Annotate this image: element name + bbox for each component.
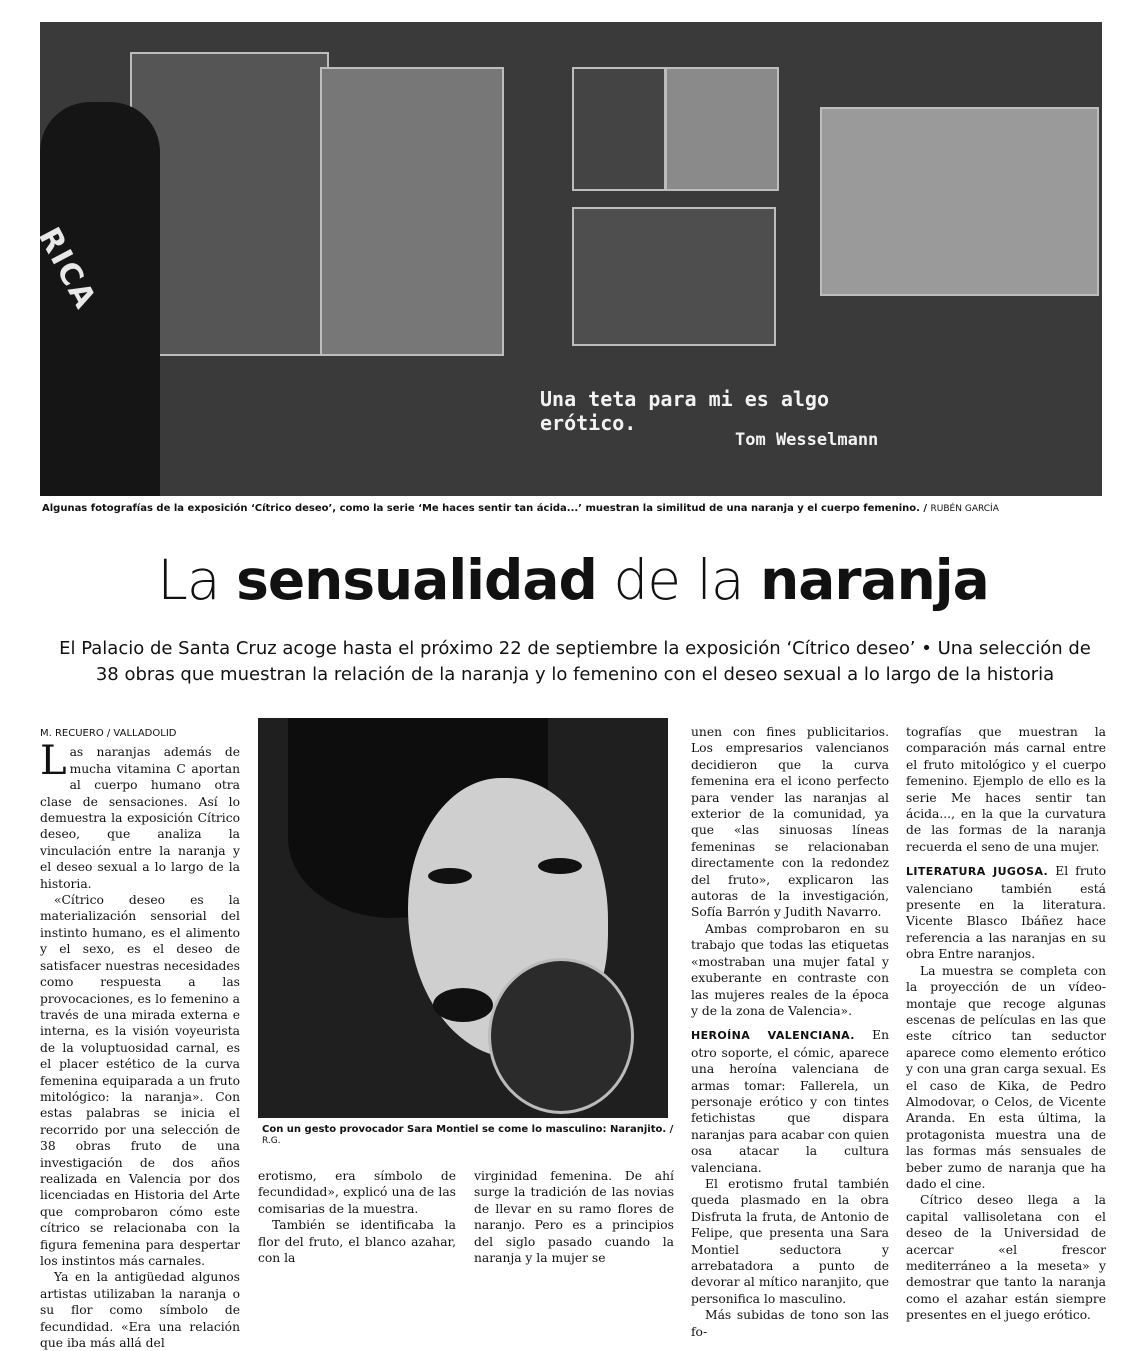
photo-frame bbox=[572, 207, 776, 346]
illustration-sara-montiel bbox=[258, 718, 668, 1118]
paragraph: Ambas comprobaron en su trabajo que todas las etiquetas «mostraban una mujer fatal y exuberante en contraste con las mujeres reales de la época y de la zona de Valencia». bbox=[691, 921, 889, 1018]
illustration-caption bbox=[262, 1124, 682, 1146]
paragraph: virginidad femenina. De ahí surge la tradición de las novias de llevar en su ramo flores de naranjo. Pero es a principios del siglo pasado cuando la naranja y la mujer se bbox=[474, 1169, 674, 1266]
headline bbox=[0, 548, 1146, 612]
shirt-text: RICA bbox=[31, 222, 104, 316]
paragraph: El erotismo frutal también queda plasmado en la obra Disfruta la fruta, de Antonio de Felipe, que presenta una Sara Montiel seductora y arrebatadora a punto de devorar al mítico naranjito, que personifica lo masculino. bbox=[691, 1176, 889, 1306]
paragraph bbox=[906, 863, 1106, 962]
subsection-heading: HEROÍNA VALENCIANA. bbox=[691, 1029, 855, 1043]
photo-frame bbox=[820, 107, 1099, 296]
visitor-figure bbox=[31, 102, 160, 496]
photo-frame bbox=[320, 67, 504, 356]
paragraph: erotismo, era símbolo de fecundidad», explicó una de las comisarias de la muestra. bbox=[258, 1169, 456, 1216]
paragraph: Ya en la antigüedad algunos artistas utilizaban la naranja o su flor como símbolo de fecundidad. «Era una relación que iba más allá del bbox=[40, 1270, 240, 1351]
photo-caption-credit: RUBÉN GARCÍA bbox=[930, 504, 999, 514]
paragraph: Más subidas de tono son las fo- bbox=[691, 1308, 889, 1339]
headline-part: de la bbox=[596, 548, 761, 612]
headline-part: La bbox=[157, 548, 237, 612]
paragraph-text: El fruto valenciano también está presente en la literatura. Vicente Blasco Ibáñez hace referencia a las naranjas en su obra Entre naranjos. bbox=[906, 864, 1106, 962]
paragraph: Cítrico deseo llega a la capital vallisoletana con el deseo de la Universidad de acercar «el frescor mediterráneo a la meseta» y demostrar que tanto la naranja como el azahar están siempre presentes en el juego erótico. bbox=[906, 1193, 1106, 1323]
illustration-lips bbox=[433, 988, 493, 1022]
illustration-eye bbox=[428, 868, 472, 884]
article-column-1 bbox=[40, 726, 240, 1351]
subsection-heading: LITERATURA JUGOSA. bbox=[906, 865, 1049, 879]
headline-bold: naranja bbox=[760, 548, 989, 612]
article-column-4 bbox=[691, 724, 889, 1340]
photo-caption bbox=[42, 503, 1042, 514]
paragraph: unen con fines publicitarios. Los empresarios valencianos decidieron que la curva femenina era el icono perfecto para vender las naranjas al exterior de la comunidad, ya que «las sinuosas líneas femeninas se relacionaban directamente con la redondez del fruto», explicaron las autoras de la investigación, Sofía Barrón y Judith Navarro. bbox=[691, 725, 889, 920]
byline: M. RECUERO / VALLADOLID bbox=[40, 728, 177, 739]
exhibition-photo bbox=[31, 22, 1102, 496]
paragraph-text: as naranjas además de mucha vitamina C aportan al cuerpo humano otra clase de sensaciones. Así lo demuestra la exposición Cítrico deseo, que analiza la vinculación entre la naranja y el deseo sexual a lo largo de la historia. bbox=[40, 745, 240, 891]
illustration-caption-credit: R.G. bbox=[262, 1136, 281, 1146]
paragraph bbox=[691, 1027, 889, 1176]
paragraph: La muestra se completa con la proyección de un vídeo-montaje que recoge algunas escenas de películas en las que este cítrico tan seductor aparece como elemento erótico y con una gran carga sexual. Es el caso de Kika, de Pedro Almodovar, o Celos, de Vicente Aranda. En esta última, la protagonista muestra una de las formas más sensuales de beber zumo de naranja que ha dado el cine. bbox=[906, 963, 1106, 1191]
photo-quote: Una teta para mi es algo erótico. bbox=[540, 387, 829, 435]
drop-cap: L bbox=[40, 738, 67, 785]
paragraph: «Cítrico deseo es la materialización sensorial del instinto humano, es el alimento y el sexo, es el deseo de satisfacer nuestras necesidades como respuesta a las provocaciones, es lo femenino a través de una mirada externa e interna, es la visión voyeurista de la voluptuosidad carnal, es el placer estético de la curva femenina equiparada a un fruto mitológico: la naranja». Con estas palabras se inicia el recorrido por una selección de 38 obras fruto de una investigación de dos años realizada en Valencia por dos licenciadas en Historia del Arte que comprobaron cómo este cítrico se relacionaba con la figura femenina para despertar los instintos más carnales. bbox=[40, 893, 240, 1268]
article-column-3 bbox=[474, 1168, 674, 1266]
illustration-caption-text: Con un gesto provocador Sara Montiel se come lo masculino: Naranjito. / bbox=[262, 1124, 674, 1135]
paragraph: También se identificaba la flor del fruto, el blanco azahar, con la bbox=[258, 1218, 456, 1266]
article-column-5 bbox=[906, 724, 1106, 1324]
paragraph-text: En otro soporte, el cómic, aparece una heroína valenciana de armas tomar: Fallerela, un personaje erótico y con tintes fetichistas que dispara naranjas para acabar con quien osa atacar la cultura valenciana. bbox=[691, 1028, 889, 1175]
paragraph: tografías que muestran la comparación más carnal entre el fruto mitológico y el cuerpo femenino. Ejemplo de ello es la serie Me haces sentir tan ácida..., en la que la curvatura de las formas de la naranja recuerda el seno de una mujer. bbox=[906, 725, 1106, 854]
illustration-eye bbox=[538, 858, 582, 874]
headline-bold: sensualidad bbox=[236, 548, 597, 612]
photo-frame bbox=[665, 67, 779, 191]
photo-frame bbox=[572, 67, 666, 191]
photo-caption-text: Algunas fotografías de la exposición ‘Cítrico deseo’, como la serie ‘Me haces sentir tan ácida...’ muestran la similitud de una naranja y el cuerpo femenino. / bbox=[42, 503, 928, 514]
subheadline: El Palacio de Santa Cruz acoge hasta el próximo 22 de septiembre la exposición ‘Cítrico deseo’ • Una selección de 38 obras que muestran la relación de la naranja y lo femenino con el deseo sexual a lo largo de la historia bbox=[59, 638, 1091, 685]
article-column-2 bbox=[258, 1168, 456, 1266]
paragraph bbox=[40, 738, 240, 892]
photo-quote-author: Tom Wesselmann bbox=[735, 430, 879, 450]
illustration-naranjito bbox=[488, 958, 634, 1114]
